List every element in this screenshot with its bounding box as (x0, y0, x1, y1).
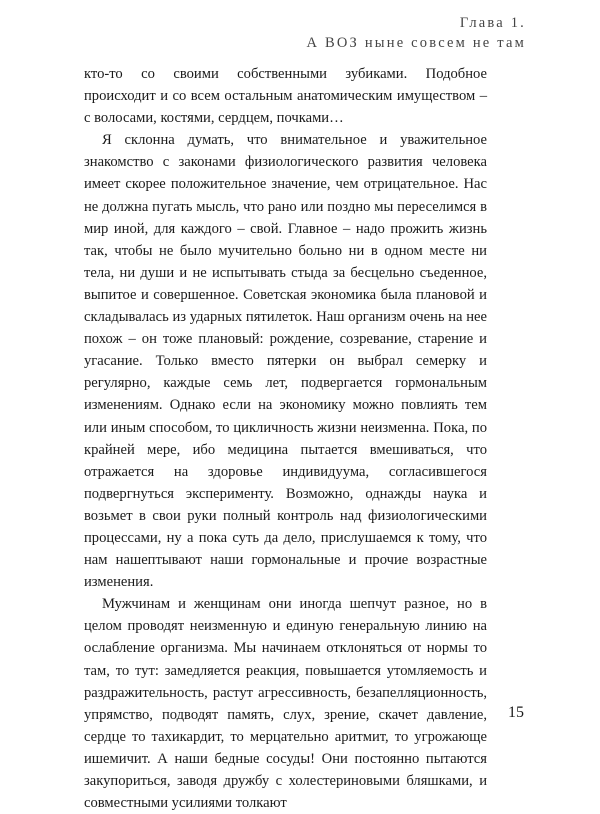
chapter-label: Глава 1. (459, 15, 526, 31)
page-number: 15 (508, 704, 524, 721)
paragraph: Я склонна думать, что внимательное и уважительное знакомство с законами физиологического развития человека имеет скорее положительное значение, чем отрицательное. Нас не должна пугать мысль, что рано или поздно мы переселимся в мир иной, для каждого – свой. Главное – надо прожить жизнь так, чтобы не было мучительно больно ни в одном месте ни тела, ни души и не испытывать стыда за бесцельно съеденное, выпитое и совершенное. Советская экономика была плановой и складывалась из ударных пятилеток. Наш организм очень на нее похож – он тоже плановый: рождение, созревание, старение и угасание. Только вместо пятерки он выбрал семерку и регулярно, каждые семь лет, подвергается гормональным изменениям. Однако если на экономику можно повлиять тем или иным способом, то цикличность жизни неизменна. Пока, по крайней мере, ибо медицина пытается вмешиваться, что отражается на здоровье индивидуума, согласившегося подвергнуться эксперименту. Возможно, однажды наука и возьмет в свои руки полный контроль над физиологическими процессами, ну а пока суть да дело, прислушаемся к тому, что нам нашептывают наши гормональные и прочие возрастные изменения. (84, 132, 487, 591)
chapter-title: А ВОЗ ныне совсем не там (306, 35, 526, 51)
page-body (84, 63, 487, 814)
running-head (307, 13, 527, 53)
paragraph: Мужчинам и женщинам они иногда шепчут разное, но в целом проводят неизменную и единую генеральную линию на ослабление организма. Мы начинаем отклоняться от нормы то там, то тут: замедляется реакция, повышается утомляемость и раздражительность, растут агрессивность, безапелляционность, упрямство, подводят память, слух, зрение, скачет давление, сердце то тахикардит, то мерцательно аритмит, то угрожающе ишемичит. А наши бедные сосуды! Они постоянно пытаются закупориться, заводя дружбу с холестериновыми бляшками, и совместными усилиями толкают (84, 596, 487, 812)
paragraph-continuation: кто-то со своими собственными зубиками. Подобное происходит и со всем остальным анатомическим имуществом – с волосами, костями, сердцем, почками… (84, 66, 487, 127)
